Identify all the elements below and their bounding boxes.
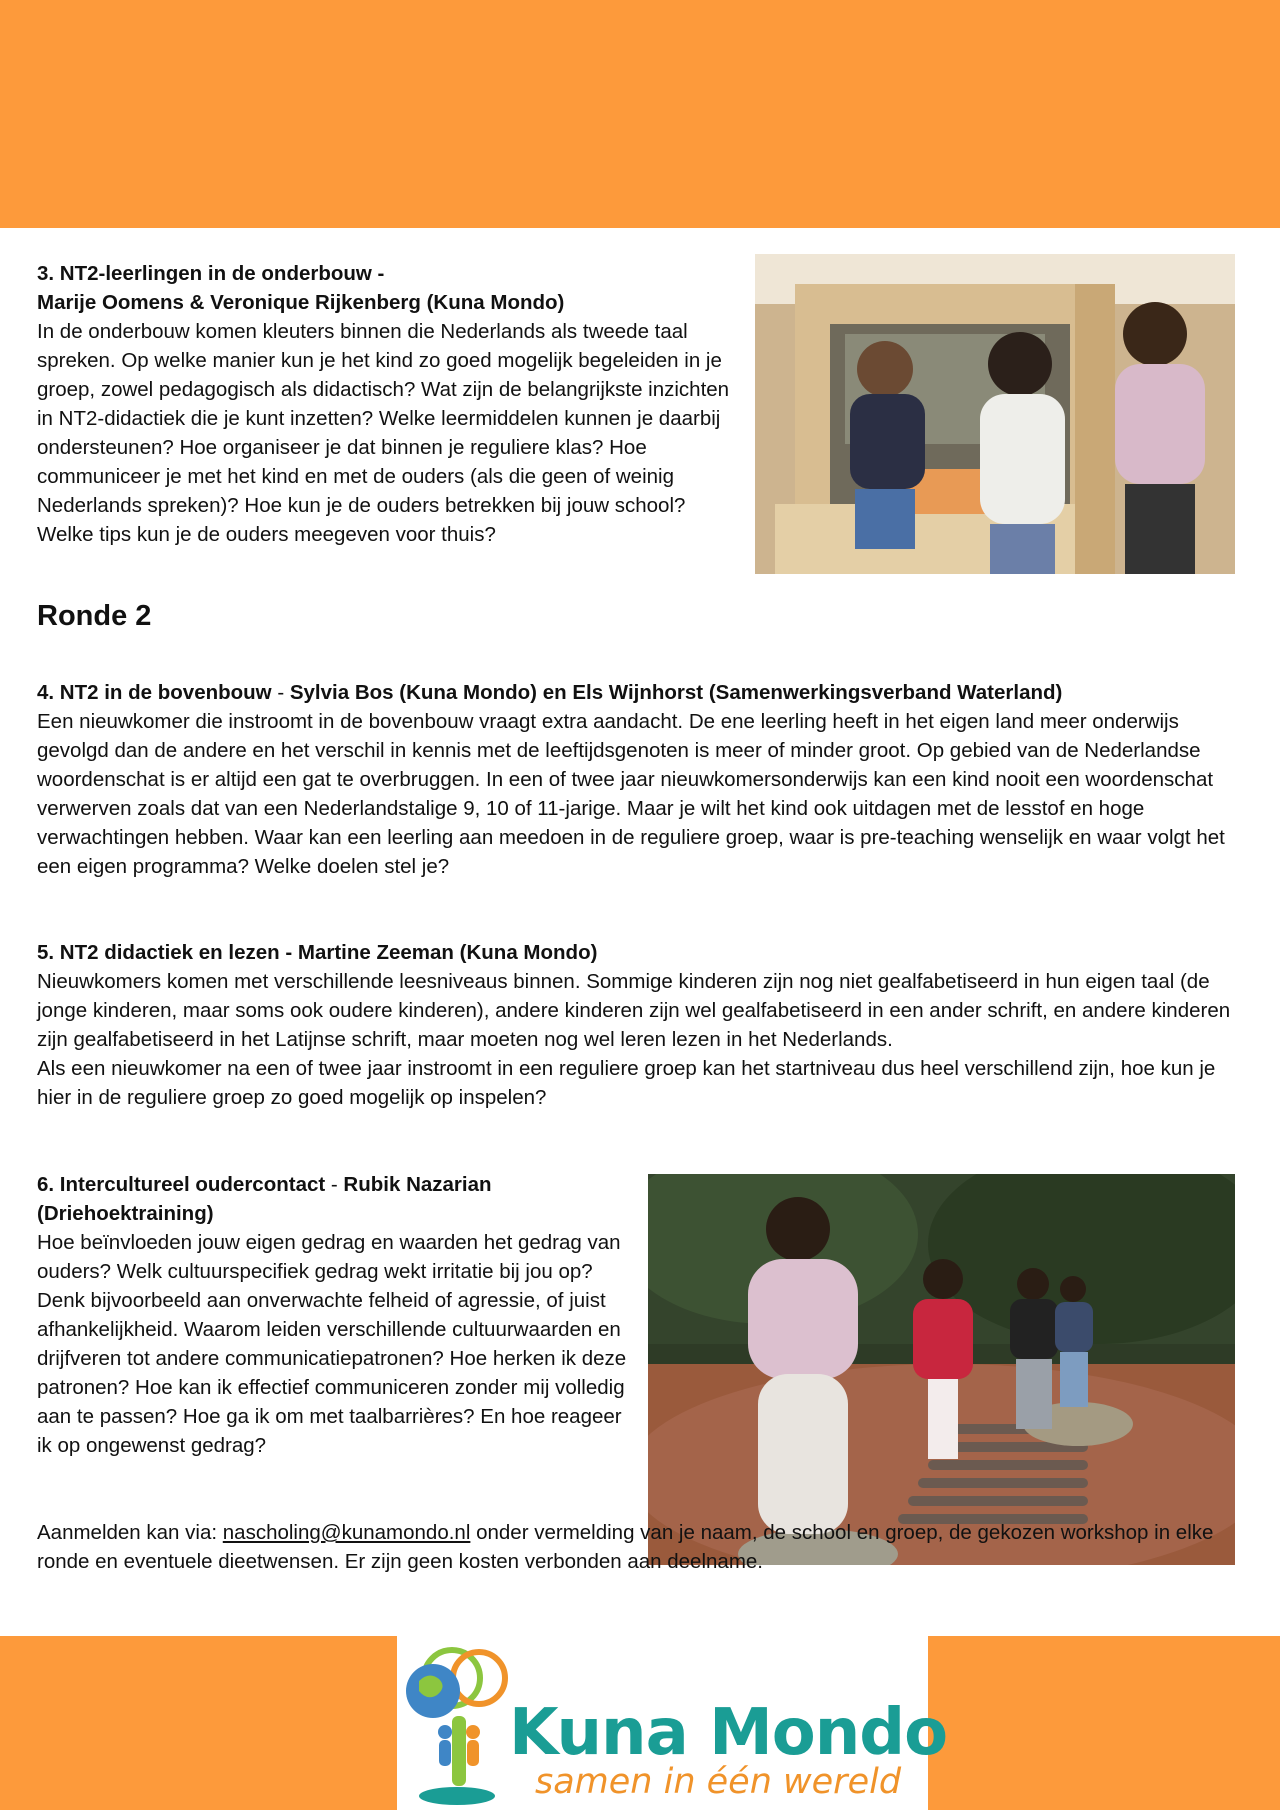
signup-email-link[interactable]: nascholing@kunamondo.nl <box>222 1521 471 1544</box>
signup-info <box>37 1518 1252 1576</box>
signup-prefix: Aanmelden kan via: <box>37 1521 223 1544</box>
workshop-4-body: Een nieuwkomer die instroomt in de bovenbouw vraagt extra aandacht. De ene leerling heeft in het eigen land meer onderwijs gevolgd dan de andere en het verschil in kennis met de leeftijdsgenoten is meer of minder groot. Op gebied van de Nederlandse woordenschat is er altijd een gat te overbruggen. In een of twee jaar nieuwkomersonderwijs kan een kind nooit een woordenschat verwerven zoals dat van een Nederlandstalige 9, 10 of 11-jarige. Maar je wilt het kind ook uitdagen met de lesstof en hoge verwachtingen hebben. Waar kan een leerling aan meedoen in de reguliere groep, waar is pre-teaching wenselijk en waar volgt het een eigen programma? Welke doelen stel je? <box>37 710 1225 878</box>
workshop-3-title: 3. NT2-leerlingen in de onderbouw - <box>37 262 385 285</box>
photo-children-shop-image <box>755 254 1235 574</box>
kuna-mondo-logo <box>397 1636 948 1810</box>
workshop-5-title: 5. NT2 didactiek en lezen - Martine Zeeman (Kuna Mondo) <box>37 941 598 964</box>
workshop-5-body-1: Nieuwkomers komen met verschillende leesniveaus binnen. Sommige kinderen zijn nog niet gealfabetiseerd in hun eigen taal (de jonge kinderen, maar soms ook oudere kinderen), andere kinderen zijn wel gealfabetiseerd in een ander schrift, en andere kinderen zijn gealfabetiseerd in het Latijnse schrift, maar moeten nog wel leren lezen in het Nederlands. <box>37 970 1231 1051</box>
workshop-6-body: Hoe beïnvloeden jouw eigen gedrag en waarden het gedrag van ouders? Welk cultuurspecifiek gedrag wekt irritatie bij jou op? Denk bijvoorbeeld aan onverwachte felheid of agressie, of juist afhankelijkheid. Waarom leiden verschillende cultuurwaarden en drijfveren tot andere communicatiepatronen? Hoe herken ik deze patronen? Hoe kan ik effectief communiceren zonder mij volledig aan te passen? Hoe ga ik om met taalbarrières? En hoe reageer ik op ongewenst gedrag? <box>37 1231 627 1457</box>
workshop-6 <box>37 1170 637 1460</box>
workshop-3 <box>37 259 747 549</box>
workshop-5 <box>37 938 1252 1112</box>
photo-children-playground <box>648 1174 1235 1565</box>
logo-mark-icon <box>397 1636 527 1810</box>
workshop-3-presenters: Marije Oomens & Veronique Rijkenberg (Kuna Mondo) <box>37 291 565 314</box>
workshop-3-body: In de onderbouw komen kleuters binnen die Nederlands als tweede taal spreken. Op welke manier kun je het kind zo goed mogelijk begeleiden in je groep, zowel pedagogisch als didactisch? Wat zijn de belangrijkste inzichten in NT2-didactiek die je kunt inzetten? Welke leermiddelen kunnen je daarbij ondersteunen? Hoe organiseer je dat binnen je reguliere klas? Hoe communiceer je met het kind en met de ouders (als die geen of weinig Nederlands spreken)? Hoe kun je de ouders betrekken bij jouw school? Welke tips kun je de ouders meegeven voor thuis? <box>37 320 730 546</box>
workshop-4 <box>37 678 1252 881</box>
workshop-4-title: 4. NT2 in de bovenbouw <box>37 681 272 704</box>
workshop-4-presenters: Sylvia Bos (Kuna Mondo) en Els Wijnhorst (Samenwerkingsverband Waterland) <box>289 681 1063 704</box>
workshop-5-body-2: Als een nieuwkomer na een of twee jaar instroomt in een reguliere groep kan het startniveau dus heel verschillend zijn, hoe kun je hier in de reguliere groep zo goed mogelijk op inspelen? <box>37 1057 1216 1109</box>
workshop-6-separator: - <box>325 1173 344 1196</box>
photo-playground-image <box>648 1174 1235 1565</box>
photo-children-playing-shop <box>755 254 1235 574</box>
workshop-6-title: 6. Intercultureel oudercontact <box>37 1173 326 1196</box>
round-2-heading: Ronde 2 <box>37 600 152 632</box>
signup-suffix: onder vermelding van je naam, de school en groep, de gekozen workshop in elke ronde en eventuele dieetwensen. Er zijn geen kosten verbonden aan deelname. <box>37 1521 1214 1573</box>
logo-tagline: samen in één wereld <box>535 1762 902 1802</box>
header-band <box>0 0 1280 228</box>
workshop-4-separator: - <box>271 681 290 704</box>
logo-name: Kuna Mondo <box>509 1696 948 1770</box>
workshop-6-presenters: Rubik Nazarian (Driehoektraining) <box>37 1173 492 1225</box>
